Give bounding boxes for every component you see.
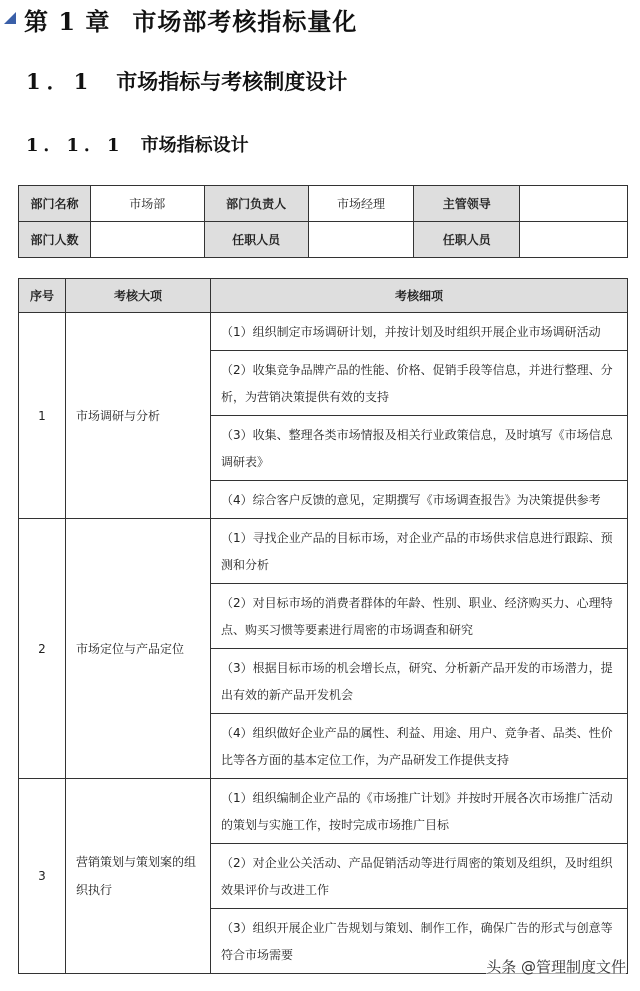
dept-name-value: 市场部 [90, 186, 204, 222]
detail-cell: （3）组织开展企业广告规划与策划、制作工作，确保广告的形式与创意等符合市场需要 [211, 909, 628, 974]
table-row [19, 313, 628, 351]
staff-label: 任职人员 [204, 222, 308, 258]
headcount-value [90, 222, 204, 258]
supervisor-value [520, 186, 628, 222]
subsection-title: 市场指标设计 [140, 135, 249, 156]
detail-cell: （4）组织做好企业产品的属性、利益、用途、用户、竞争者、品类、性价比等各方面的基本定位工作，为产品研发工作提供支持 [211, 714, 628, 779]
table-row [19, 779, 628, 844]
section-title: 市场指标与考核制度设计 [116, 69, 348, 94]
dept-head-value: 市场经理 [308, 186, 414, 222]
category-cell: 市场定位与产品定位 [66, 519, 211, 779]
detail-cell: （4）综合客户反馈的意见，定期撰写《市场调查报告》为决策提供参考 [211, 481, 628, 519]
heading-marker-icon [4, 12, 16, 24]
header-seq: 序号 [19, 279, 66, 313]
watermark: 头条 @管理制度文件 [486, 958, 626, 976]
chapter-number: 第 1 章 [24, 7, 111, 36]
detail-cell: （1）寻找企业产品的目标市场，对企业产品的市场供求信息进行跟踪、预测和分析 [211, 519, 628, 584]
table-row [19, 519, 628, 584]
staff-value [520, 222, 628, 258]
supervisor-label: 主管领导 [414, 186, 520, 222]
chapter-heading [24, 2, 357, 37]
department-info-table [18, 185, 628, 258]
detail-cell: （1）组织编制企业产品的《市场推广计划》并按时开展各次市场推广活动的策划与实施工作，按时完成市场推广目标 [211, 779, 628, 844]
headcount-label: 部门人数 [19, 222, 91, 258]
table-header-row [19, 279, 628, 313]
staff-label: 任职人员 [414, 222, 520, 258]
assessment-table [18, 278, 628, 974]
section-number: 1．1 [26, 69, 95, 94]
section-heading [26, 66, 347, 96]
staff-value [308, 222, 414, 258]
detail-cell: （2）对企业公关活动、产品促销活动等进行周密的策划及组织，及时组织效果评价与改进工作 [211, 844, 628, 909]
seq-cell: 2 [19, 519, 66, 779]
category-cell: 市场调研与分析 [66, 313, 211, 519]
dept-name-label: 部门名称 [19, 186, 91, 222]
subsection-heading [26, 131, 249, 157]
detail-cell: （2）收集竞争品牌产品的性能、价格、促销手段等信息，并进行整理、分析，为营销决策提供有效的支持 [211, 351, 628, 416]
detail-cell: （3）根据目标市场的机会增长点，研究、分析新产品开发的市场潜力，提出有效的新产品开发机会 [211, 649, 628, 714]
seq-cell: 3 [19, 779, 66, 974]
chapter-title: 市场部考核指标量化 [132, 7, 358, 36]
subsection-number: 1．1．1 [26, 135, 125, 156]
detail-cell: （1）组织制定市场调研计划，并按计划及时组织开展企业市场调研活动 [211, 313, 628, 351]
seq-cell: 1 [19, 313, 66, 519]
header-detail: 考核细项 [211, 279, 628, 313]
category-cell: 营销策划与策划案的组织执行 [66, 779, 211, 974]
dept-head-label: 部门负责人 [204, 186, 308, 222]
table-row [19, 222, 628, 258]
detail-cell: （2）对目标市场的消费者群体的年龄、性别、职业、经济购买力、心理特点、购买习惯等要素进行周密的市场调查和研究 [211, 584, 628, 649]
header-category: 考核大项 [66, 279, 211, 313]
table-row [19, 186, 628, 222]
detail-cell: （3）收集、整理各类市场情报及相关行业政策信息，及时填写《市场信息调研表》 [211, 416, 628, 481]
